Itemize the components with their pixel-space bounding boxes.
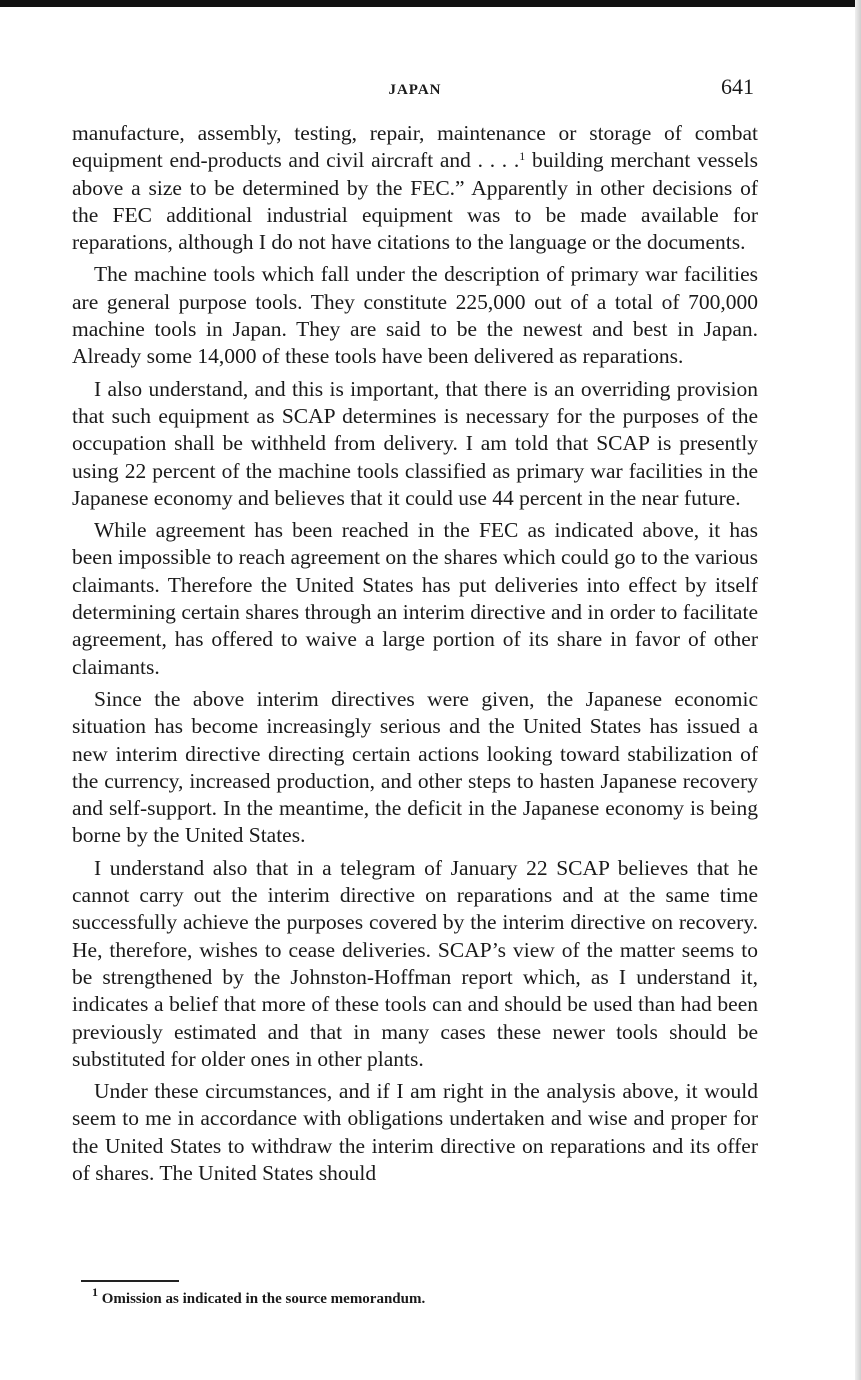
page-top-edge (0, 0, 861, 7)
footnote-rule (81, 1280, 179, 1282)
running-head (72, 74, 758, 106)
page-right-edge (855, 0, 861, 1380)
paragraph-6: I understand also that in a telegram of January 22 SCAP believes that he cannot carry out the interim directive on reparations and at the same time successfully achieve the purposes covered by the interim directive on recovery. He, therefore, wishes to cease deliveries. SCAP’s view of the matter seems to be strengthened by the Johnston-Hoffman report which, as I understand it, indicates a belief that more of these tools can and should be used than had been previously estimated and that in many cases these newer tools should be substituted for older ones in other plants. (72, 855, 758, 1071)
footnote (92, 1285, 758, 1310)
page-number: 641 (721, 74, 754, 99)
paragraph-5: Since the above interim directives were given, the Japanese economic situation has become increasingly serious and the United States has issued a new interim directive directing certain actions looking toward stabilization of the currency, increased production, and other steps to hasten Japanese recovery and self-support. In the meantime, the deficit in the Japanese economy is being borne by the United States. (72, 686, 758, 848)
body-text (72, 120, 758, 1192)
paragraph-3: I also understand, and this is important, that there is an overriding provision that such equipment as SCAP determines is necessary for the purposes of the occupation shall be withheld from delivery. I am told that SCAP is presently using 22 percent of the machine tools classified as primary war facilities in the Japanese economy and believes that it could use 44 percent in the near future. (72, 376, 758, 510)
paragraph-1-part-1: manufacture, assembly, testing, repair, maintenance or storage of combat equipment end-products and civil aircraft and . . . . (72, 121, 758, 173)
paragraph-2: The machine tools which fall under the description of primary war facilities are general purpose tools. They constitute 225,000 out of a total of 700,000 machine tools in Japan. They are said to be the newest and best in Japan. Already some 14,000 of these tools have been delivered as reparations. (72, 262, 758, 369)
paragraph-1 (72, 120, 758, 256)
running-title: JAPAN (388, 82, 442, 98)
paragraph-7: Under these circumstances, and if I am right in the analysis above, it would seem to me in accordance with obligations undertaken and wise and proper for the United States to withdraw the interim directive on reparations and its offer of shares. The United States should (72, 1079, 758, 1185)
paragraph-1-part-2: building merchant vessels above a size to be determined by the FEC.” Apparently in other decisions of the FEC additional industrial equipment was to be made available for reparations, although I do not have citations to the language or the documents. (72, 148, 758, 255)
footnote-mark: 1 (92, 1285, 98, 1299)
footnote-reference: 1 (519, 149, 526, 164)
footnote-text: Omission as indicated in the source memorandum. (98, 1291, 426, 1307)
paragraph-4: While agreement has been reached in the FEC as indicated above, it has been impossible to reach agreement on the shares which could go to the various claimants. Therefore the United States has put deliveries into effect by itself determining certain shares through an interim directive and in order to facilitate agreement, has offered to waive a large portion of its share in favor of other claimants. (72, 518, 759, 679)
